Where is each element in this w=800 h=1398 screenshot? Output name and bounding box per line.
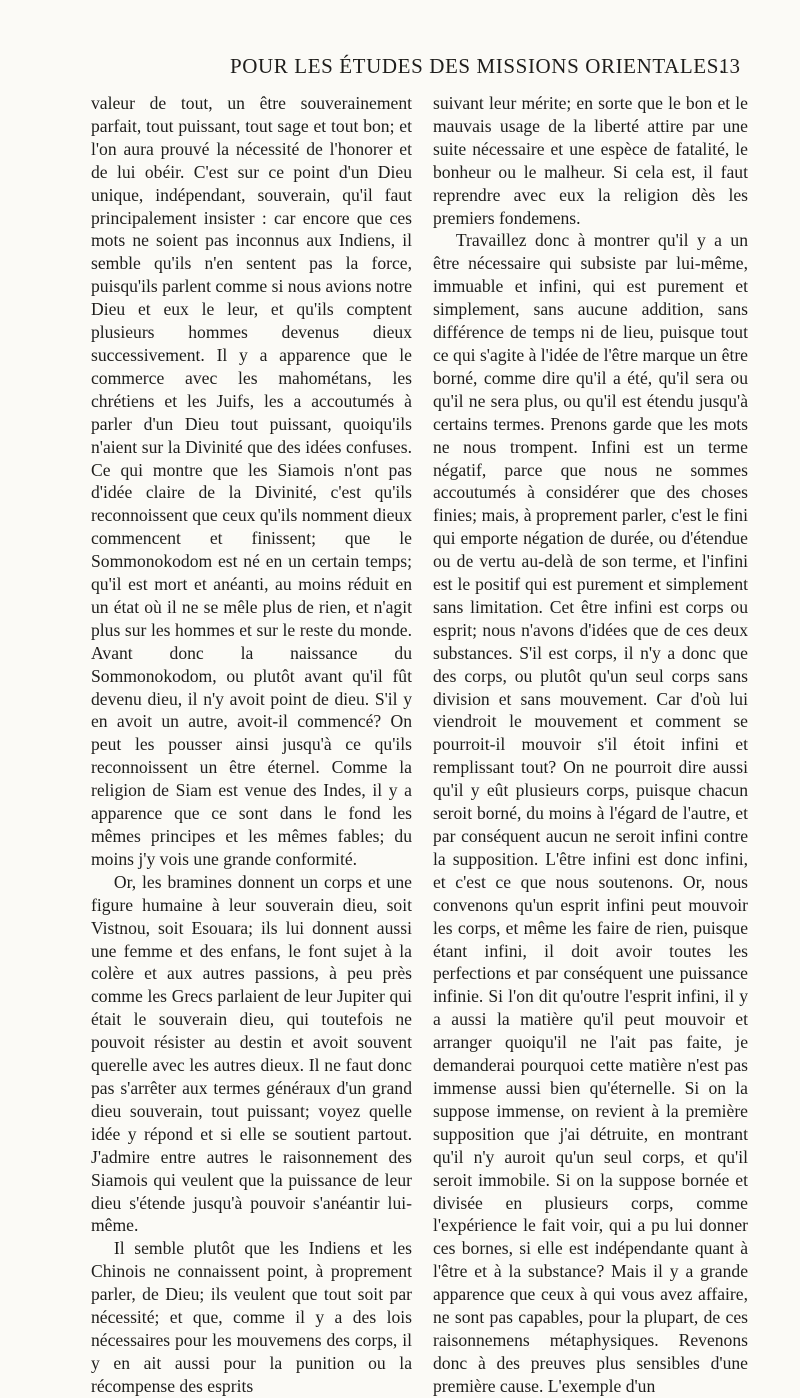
right-column: [433, 92, 748, 1398]
running-title: POUR LES ÉTUDES DES MISSIONS ORIENTALES.: [230, 54, 725, 78]
paragraph: Il semble plutôt que les Indiens et les Chinois ne connaissent point, à proprement parler, de Dieu; ils veulent que tout soit par nécessité; et que, comme il y a des lois nécessaires pour les mouvemens des corps, il y en ait aussi pour la punition ou la récompense des esprits: [91, 1238, 412, 1396]
paragraph: Travaillez donc à montrer qu'il y a un être nécessaire qui subsiste par lui-même, immuable et infini, qui est purement et simplement, sans aucune addition, sans différence de temps ni de lieu, puisque tout ce qui s'agite à l'idée de l'être marque un être borné, comme dire qu'il a été, qu'il sera ou qu'il ne sera plus, ou qu'il est étendu jusqu'à certains termes. Prenons garde que les mots ne nous trompent. Infini est un terme négatif, parce que nous ne sommes accoutumés à considérer que des choses finies; mais, à proprement parler, c'est le fini qui emporte négation de durée, ou d'étendue ou de vertu au-delà de son terme, et l'infini est le positif qui est purement et simplement sans limitation. Cet être infini est corps ou esprit; nous n'avons d'idées que de ces deux substances. S'il est corps, il n'y a donc que des corps, ou plutôt qu'un seul corps sans division et sans mouvement. Car d'où lui viendroit le mouvement et comment se pourroit-il mouvoir s'il étoit infini et remplissant tout? On ne pourroit dire aussi qu'il y eût plusieurs corps, puisque chacun seroit borné, du moins à l'égard de l'autre, et par conséquent aucun ne seroit infini contre la supposition. L'être infini est donc infini, et c'est ce que nous soutenons. Or, nous convenons qu'un esprit infini peut mouvoir les corps, et même les faire de rien, puisque étant infini, il doit avoir toutes les perfections et par conséquent une puissance infinie. Si l'on dit qu'outre l'esprit infini, il y a aussi la matière qu'il peut mouvoir et arranger quoiqu'il ne l'ait pas faite, je demanderai pourquoi cette matière n'est pas immense aussi bien qu'éternelle. Si on la suppose immense, on revient à la première supposition que j'ai détruite, en montrant qu'il n'y auroit qu'un seul corps, et qu'il seroit immobile. Si on la suppose bornée et divisée en plusieurs corps, comme l'expérience le fait voir, qui a pu lui donner ces bornes, si elle est indépendante quant à l'être et à la substance? Mais il y a grande apparence que ceux à qui vous avez affaire, ne sont pas capables, pour la plupart, de ces raisonnemens métaphysiques. Revenons donc à des preuves plus sensibles d'une première cause. L'exemple d'un: [433, 230, 748, 1396]
paragraph: suivant leur mérite; en sorte que le bon et le mauvais usage de la liberté attire par une suite nécessaire et une espèce de fatalité, le bonheur ou le malheur. Si cela est, il faut reprendre avec eux la religion dès les premiers fondemens.: [433, 93, 748, 228]
paragraph: Or, les bramines donnent un corps et une figure humaine à leur souverain dieu, soit Vistnou, soit Esouara; ils lui donnent aussi une femme et des enfans, le font sujet à la colère et aux autres passions, à peu près comme les Grecs parlaient de leur Jupiter qui était le souverain dieu, qui toutefois ne pouvoit résister au destin et avoit souvent querelle avec les autres dieux. Il ne faut donc pas s'arrêter aux termes généraux d'un grand dieu souverain, tout puissant; voyez quelle idée y répond et si elle se soutient partout. J'admire entre autres le raisonnement des Siamois qui veulent que la puissance de leur dieu s'étende jusqu'à pouvoir s'anéantir lui-même.: [91, 871, 412, 1236]
left-column: [91, 92, 412, 1398]
running-head: [90, 54, 740, 84]
paragraph: valeur de tout, un être souverainement parfait, tout puissant, tout sage et tout bon; et l'on aura prouvé la nécessité de l'honorer et de lui obéir. C'est sur ce point d'un Dieu unique, indépendant, souverain, qu'il faut principalement insister : car encore que ces mots ne soient pas inconnus aux Indiens, il semble qu'ils n'en sentent pas la force, puisqu'ils parlent comme si nous avions notre Dieu et eux le leur, et qu'ils comptent plusieurs hommes devenus dieux successivement. Il y a apparence que le commerce avec les mahométans, les chrétiens et les Juifs, les a accoutumés à parler d'un Dieu tout puissant, quoiqu'ils n'aient sur la Divinité que des idées confuses. Ce qui montre que les Siamois n'ont pas d'idée claire de la Divinité, c'est qu'ils reconnoissent que ceux qu'ils nomment dieux commencent et finissent; que le Sommonokodom est né en un certain temps; qu'il est mort et anéanti, au moins réduit en un état où il ne se mêle plus de rien, et n'agit plus sur les hommes et sur le reste du monde. Avant donc la naissance du Sommonokodom, ou plutôt avant qu'il fût devenu dieu, il n'y avoit point de dieu. S'il y en avoit un autre, avoit-il commencé? On peut les pousser ainsi jusqu'à ce qu'ils reconnoissent un être éternel. Comme la religion de Siam est venue des Indes, il y a apparence que ce sont dans le fond les mêmes principes et les mêmes fables; du moins j'y vois une grande conformité.: [91, 93, 412, 869]
page-number: 13: [719, 54, 740, 78]
